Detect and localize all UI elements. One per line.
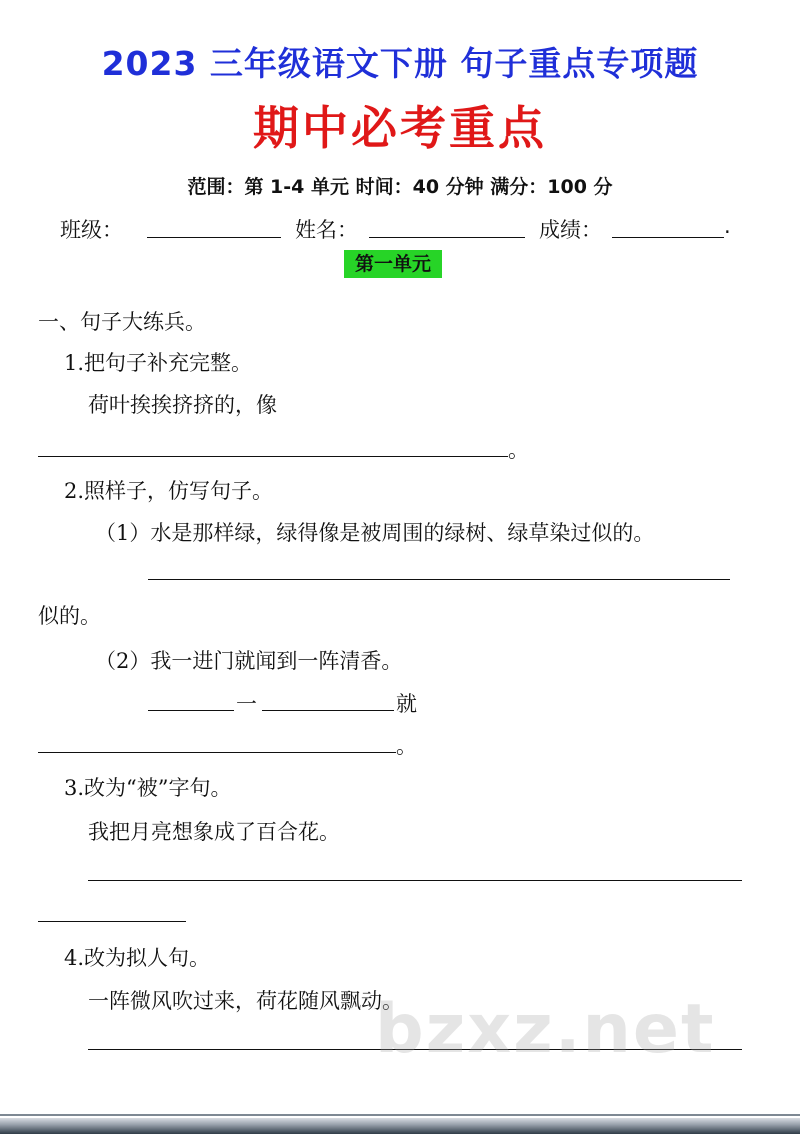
q1-prompt: 荷叶挨挨挤挤的，像 bbox=[88, 393, 277, 417]
score-blank bbox=[612, 237, 724, 238]
info-end-mark: . bbox=[724, 214, 731, 238]
q2-title: 2.照样子，仿写句子。 bbox=[64, 479, 274, 503]
q2-item2-blank1 bbox=[148, 710, 234, 711]
q2-item1: （1）水是那样绿，绿得像是被周围的绿树、绿草染过似的。 bbox=[95, 521, 655, 545]
score-label: 成绩： bbox=[539, 218, 602, 242]
name-blank bbox=[369, 237, 525, 238]
name-label: 姓名： bbox=[295, 218, 358, 242]
class-blank bbox=[147, 237, 281, 238]
page-bottom-rule bbox=[0, 1114, 800, 1116]
q3-title: 3.改为“被”字句。 bbox=[64, 776, 232, 800]
exam-meta: 范围：第 1-4 单元 时间：40 分钟 满分：100 分 bbox=[187, 176, 613, 198]
q3-answer-line-2 bbox=[38, 921, 186, 922]
worksheet-subtitle: 期中必考重点 bbox=[253, 101, 547, 155]
q1-title: 1.把句子补充完整。 bbox=[64, 351, 253, 375]
q2-item2: （2）我一进门就闻到一阵清香。 bbox=[95, 649, 403, 673]
page-bottom-bar bbox=[0, 1118, 800, 1134]
q2-item2-yi: 一 bbox=[236, 692, 257, 716]
q3-sentence: 我把月亮想象成了百合花。 bbox=[88, 820, 340, 844]
unit-badge: 第一单元 bbox=[344, 250, 442, 278]
class-label: 班级： bbox=[60, 218, 123, 242]
watermark: bzxz.net bbox=[375, 990, 716, 1069]
worksheet-title: 2023 三年级语文下册 句子重点专项题 bbox=[101, 44, 699, 83]
q1-end: 。 bbox=[508, 438, 529, 462]
q4-sentence: 一阵微风吹过来，荷花随风飘动。 bbox=[88, 989, 403, 1013]
q4-title: 4.改为拟人句。 bbox=[64, 946, 211, 970]
q2-item2-end: 。 bbox=[396, 734, 417, 758]
q2-item1-end: 似的。 bbox=[38, 604, 101, 628]
q2-item1-answer-line bbox=[148, 579, 730, 580]
section-title: 一、句子大练兵。 bbox=[38, 310, 206, 334]
q2-item2-jiu: 就 bbox=[396, 692, 417, 716]
q1-answer-line bbox=[38, 456, 508, 457]
q3-answer-line bbox=[88, 880, 742, 881]
q2-item2-blank2 bbox=[262, 710, 394, 711]
q2-item2-answer-line bbox=[38, 752, 396, 753]
